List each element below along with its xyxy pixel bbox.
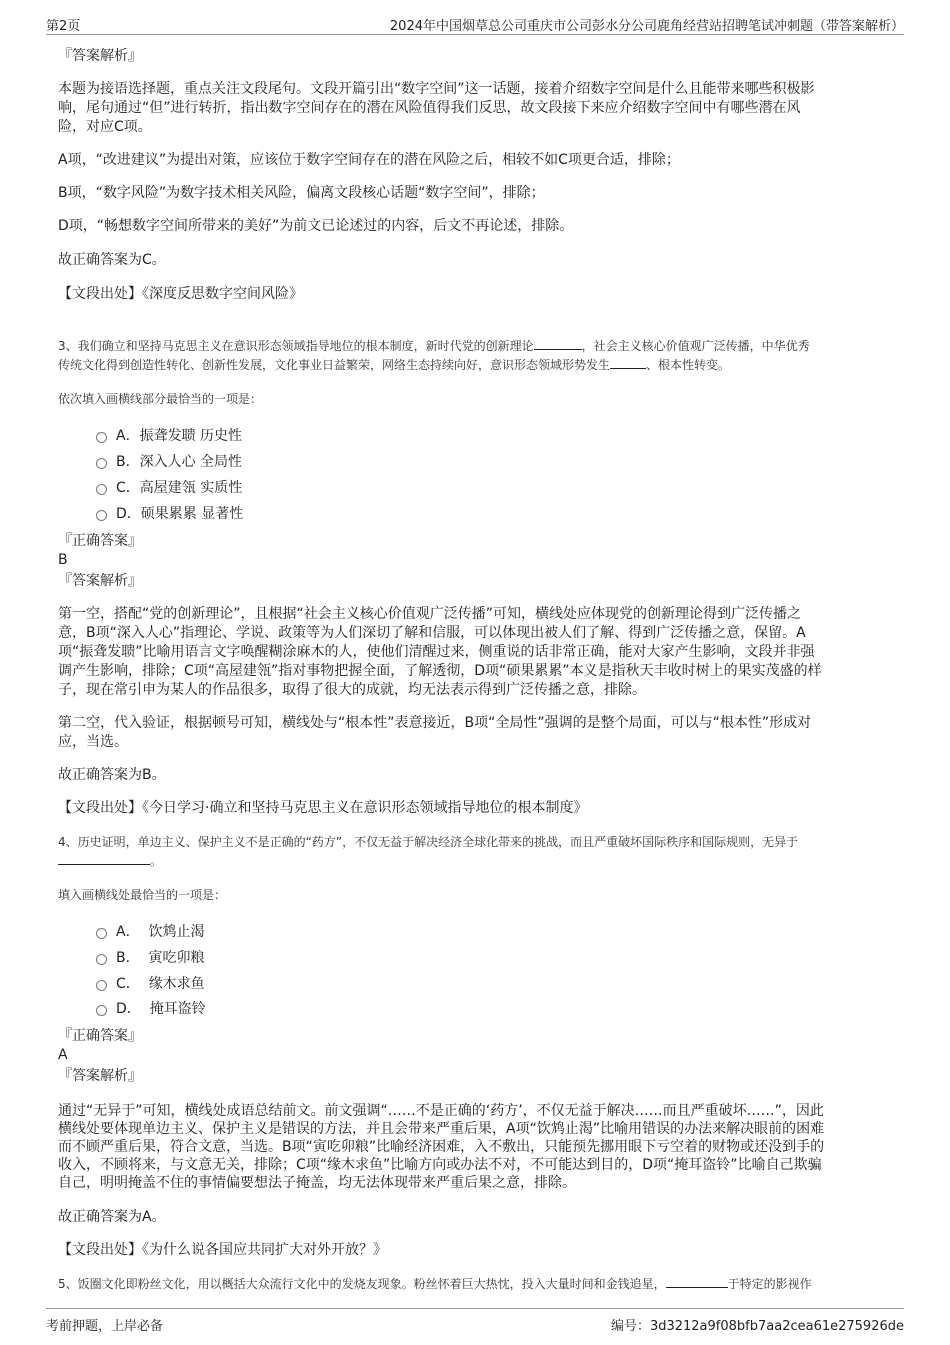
answer-blank	[666, 1275, 728, 1288]
answer-blank	[58, 852, 150, 865]
analysis-text: 险，对应C项。	[58, 119, 152, 135]
analysis-text: 收入，不顾将来，与文意无关，排除；C项“缘木求鱼”比喻方向或办法不对，不可能达到目的，D项“掩耳盗铃”比喻自己欺骗	[58, 1157, 822, 1173]
option-a[interactable]: A． 饮鸩止渴	[96, 922, 204, 942]
correct-answer: B	[58, 552, 68, 568]
analysis-text: 子，现在常引申为某人的作品很多，取得了很大的成就，均无法表示得到广泛传播之意，排除。	[58, 682, 646, 698]
conclusion: 故正确答案为B。	[58, 767, 166, 783]
option-a[interactable]: A．振聋发聩 历史性	[96, 426, 242, 446]
analysis-text: 调产生影响，排除；C项“高屋建瓴”指对事物把握全面，了解透彻，D项“硕果累累”本义是指秋天丰收时树上的果实茂盛的样	[58, 663, 822, 679]
document-code: 编号：3d3212a9f08bfb7aa2cea61e275926de	[610, 1319, 904, 1334]
analysis-text: 第二空，代入验证，根据顿号可知，横线处与“根本性”表意接近，B项“全局性”强调的是整个局面，可以与“根本性”形成对	[58, 715, 812, 731]
analysis-text: 而不顾严重后果，符合文意，当选。B项“寅吃卯粮”比喻经济困难，入不敷出，只能预先挪用眼下亏空着的财物或还没到手的	[58, 1139, 825, 1155]
radio-icon[interactable]	[96, 432, 107, 443]
question-stem: 5、饭圈文化即粉丝文化，用以概括大众流行文化中的发烧友现象。粉丝怀着巨大热忱，投入大量时间和金钱追星， 于特定的影视作	[58, 1277, 812, 1291]
analysis-label: 『答案解析』	[58, 1068, 142, 1084]
analysis-text: 横线处要体现单边主义、保护主义是错误的方法，并且会带来严重后果，A项“饮鸩止渴”比喻用错误的办法来解决眼前的困难	[58, 1121, 825, 1137]
correct-answer-label: 『正确答案』	[58, 533, 142, 549]
question-stem: 3、我们确立和坚持马克思主义在意识形态领域指导地位的根本制度，新时代党的创新理论 ，社会主义核心价值观广泛传播，中华优秀	[58, 339, 810, 353]
analysis-text: 意，B项“深入人心”指理论、学说、政策等为人们深切了解和信服，可以体现出被人们了解、得到广泛传播之意，保留。A	[58, 625, 806, 641]
question-prompt: 填入画横线处最恰当的一项是：	[58, 888, 227, 902]
analysis-label: 『答案解析』	[58, 573, 142, 589]
page-footer	[46, 1308, 904, 1335]
answer-blank	[610, 356, 646, 369]
radio-icon[interactable]	[96, 954, 107, 965]
radio-icon[interactable]	[96, 458, 107, 469]
radio-icon[interactable]	[96, 510, 107, 521]
radio-icon[interactable]	[96, 484, 107, 495]
analysis-text: B项，“数字风险”为数字技术相关风险，偏离文段核心话题“数字空间”，排除；	[58, 185, 545, 201]
analysis-text: 应，当选。	[58, 734, 128, 750]
option-b[interactable]: B． 寅吃卯粮	[96, 948, 205, 968]
question-prompt: 依次填入画横线部分最恰当的一项是：	[58, 392, 263, 406]
correct-answer-label: 『正确答案』	[58, 1028, 142, 1044]
document-title: 2024年中国烟草总公司重庆市公司彭水分公司鹿角经营站招聘笔试冲刺题（带答案解析）	[389, 19, 904, 34]
question-stem: 传统文化得到创造性转化、创新性发展，文化事业日益繁荣，网络生态持续向好，意识形态领域形势发生 、根本性转变。	[58, 358, 731, 372]
analysis-text: 项“振聋发聩”比喻用语言文字唤醒糊涂麻木的人，使他们清醒过来，侧重说的话非常正确，能对大家产生影响，文段并非强	[58, 644, 815, 660]
question-stem: 4、历史证明，单边主义、保护主义不是正确的“药方”，不仅无益于解决经济全球化带来的挑战，而且严重破坏国际秩序和国际规则，无异于	[58, 835, 799, 849]
option-d[interactable]: D．硕果累累 显著性	[96, 504, 243, 524]
radio-icon[interactable]	[96, 928, 107, 939]
page-number: 第2页	[46, 19, 81, 34]
footer-slogan: 考前押题，上岸必备	[46, 1319, 164, 1334]
page-header	[46, 12, 904, 35]
analysis-text: 自己，明明掩盖不住的事情偏要想法子掩盖，均无法体现带来严重后果之意，排除。	[58, 1175, 576, 1191]
radio-icon[interactable]	[96, 1005, 107, 1016]
analysis-label: 『答案解析』	[58, 48, 142, 64]
analysis-text: 本题为接语选择题，重点关注文段尾句。文段开篇引出“数字空间”这一话题，接着介绍数字空间是什么且能带来哪些积极影	[58, 81, 815, 97]
radio-icon[interactable]	[96, 980, 107, 991]
conclusion: 故正确答案为A。	[58, 1209, 166, 1225]
source: 【文段出处】《深度反思数字空间风险》	[58, 286, 303, 302]
analysis-text: 第一空，搭配“党的创新理论”，且根据“社会主义核心价值观广泛传播”可知，横线处应体现党的创新理论得到广泛传播之	[58, 606, 802, 622]
correct-answer: A	[58, 1047, 68, 1063]
answer-blank	[534, 337, 582, 350]
analysis-text: D项，“畅想数字空间所带来的美好”为前文已论述过的内容，后文不再论述，排除。	[58, 218, 574, 234]
conclusion: 故正确答案为C。	[58, 252, 166, 268]
source: 【文段出处】《今日学习·确立和坚持马克思主义在意识形态领域指导地位的根本制度》	[58, 800, 588, 816]
option-c[interactable]: C．高屋建瓴 实质性	[96, 478, 242, 498]
option-c[interactable]: C． 缘木求鱼	[96, 974, 205, 994]
question-stem: 。	[58, 852, 162, 871]
analysis-text: 通过“无异于”可知，横线处成语总结前文。前文强调“……不是正确的‘药方’，不仅无益于解决……而且严重破坏……”，因此	[58, 1103, 824, 1119]
source: 【文段出处】《为什么说各国应共同扩大对外开放？》	[58, 1242, 387, 1258]
analysis-text: 响，尾句通过“但”进行转折，指出数字空间存在的潜在风险值得我们反思，故文段接下来应介绍数字空间中有哪些潜在风	[58, 100, 801, 116]
option-d[interactable]: D． 掩耳盗铃	[96, 999, 206, 1019]
analysis-text: A项，“改进建议”为提出对策，应该位于数字空间存在的潜在风险之后，相较不如C项更合适，排除；	[58, 152, 680, 168]
option-b[interactable]: B．深入人心 全局性	[96, 452, 242, 472]
